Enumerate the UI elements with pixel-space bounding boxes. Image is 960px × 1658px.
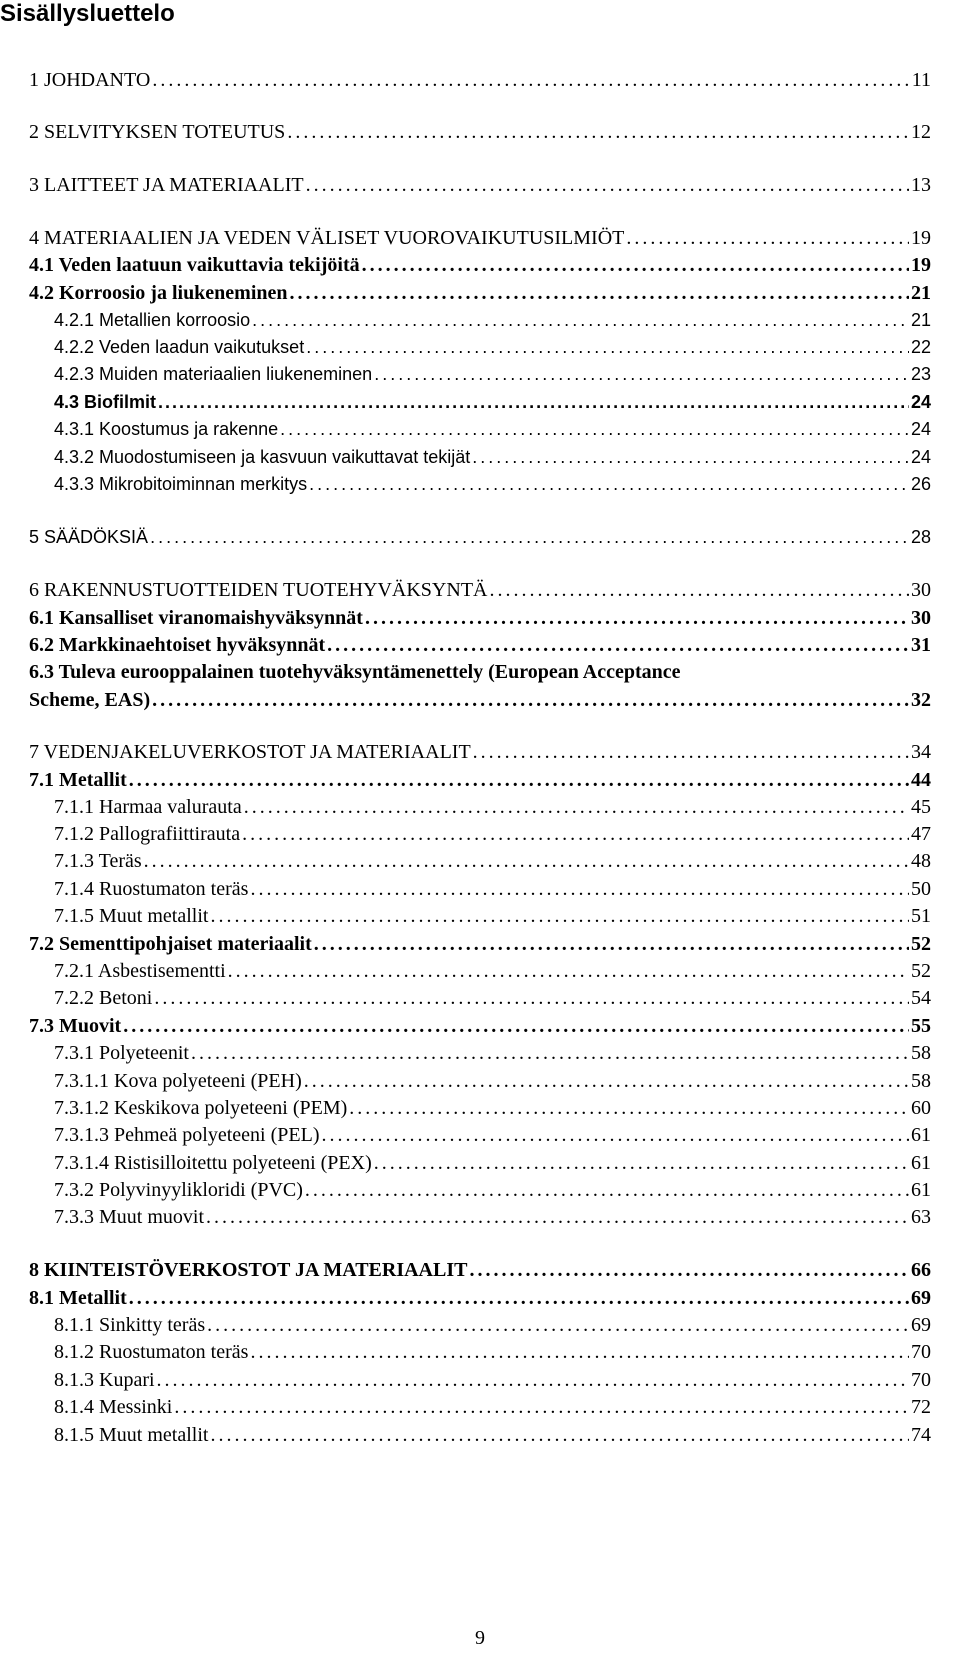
toc-entry-page: 63 — [911, 1206, 931, 1228]
toc-entry — [29, 688, 931, 712]
toc-entry-label: 1 JOHDANTO — [29, 69, 151, 91]
toc-entry-label: 6.1 Kansalliset viranomaishyväksynnät — [29, 607, 363, 629]
toc-entry — [54, 1423, 931, 1447]
toc-entry-label: 4.2.1 Metallien korroosio — [54, 310, 251, 330]
toc-entry-label: 7.3.1 Polyeteenit — [54, 1042, 189, 1064]
toc-entry-page: 21 — [910, 310, 931, 330]
toc-entry-page: 31 — [911, 634, 931, 656]
toc-entry — [29, 1286, 931, 1310]
toc-entry — [54, 1313, 931, 1337]
toc-entry — [29, 740, 931, 764]
toc-entry-label: 8.1.4 Messinki — [54, 1396, 173, 1418]
toc-entry — [54, 445, 931, 469]
toc-entry-page: 30 — [911, 579, 931, 601]
toc-entry — [29, 281, 931, 305]
toc-entry — [29, 226, 931, 250]
toc-entry — [29, 633, 931, 657]
toc-entry-page: 24 — [910, 392, 931, 412]
toc-entry-label: 4.3 Biofilmit — [54, 392, 157, 412]
toc-entry-page: 19 — [911, 254, 931, 276]
page-title: Sisällysluettelo — [0, 0, 175, 27]
toc-entry-label: 8.1.5 Muut metallit — [54, 1424, 209, 1446]
toc-entry-page: 44 — [911, 769, 931, 791]
toc-entry-page: 28 — [910, 527, 931, 547]
toc-entry — [54, 390, 931, 414]
toc-entry — [54, 362, 931, 386]
toc-entry-label: 7.3.1.4 Ristisilloitettu polyeteeni (PEX) — [54, 1152, 372, 1174]
toc-entry-page: 47 — [911, 823, 931, 845]
toc-entry — [54, 1041, 931, 1065]
toc-entry — [29, 1014, 931, 1038]
toc-entry-page: 48 — [911, 850, 931, 872]
toc-entry — [54, 308, 931, 332]
toc-entry — [54, 1205, 931, 1229]
toc-entry — [54, 1123, 931, 1147]
toc-entry — [54, 1395, 931, 1419]
toc-entry-label: 4 MATERIAALIEN JA VEDEN VÄLISET VUOROVAIKUTUSILMIÖT — [29, 227, 625, 249]
toc-entry — [54, 986, 931, 1010]
toc-entry — [54, 1178, 931, 1202]
toc-entry — [54, 795, 931, 819]
toc-entry-page: 66 — [911, 1259, 931, 1281]
toc-entry-page: 69 — [911, 1314, 931, 1336]
toc-entry-label: 7.1.2 Pallografiittirauta — [54, 823, 241, 845]
toc-entry-label: 4.3.1 Koostumus ja rakenne — [54, 419, 279, 439]
toc-entry — [54, 472, 931, 496]
toc-entry-page: 23 — [910, 364, 931, 384]
toc-entry — [54, 877, 931, 901]
toc-entry-page: 61 — [911, 1152, 931, 1174]
toc-entry — [29, 120, 931, 144]
toc-entry-label: 2 SELVITYKSEN TOTEUTUS — [29, 121, 286, 143]
toc-entry-page: 61 — [911, 1179, 931, 1201]
toc-entry-label: 7.2.2 Betoni — [54, 987, 153, 1009]
toc-entry-label: 7.2 Sementtipohjaiset materiaalit — [29, 933, 312, 955]
toc-entry — [29, 932, 931, 956]
toc-entry-label: 6 RAKENNUSTUOTTEIDEN TUOTEHYVÄKSYNTÄ — [29, 579, 488, 601]
toc-entry-page: 19 — [911, 227, 931, 249]
toc-entry-page: 58 — [911, 1070, 931, 1092]
toc-entry-label: 4.3.2 Muodostumiseen ja kasvuun vaikuttavat tekijät — [54, 447, 471, 467]
toc-entry-page: 58 — [911, 1042, 931, 1064]
toc-entry — [54, 849, 931, 873]
toc-entry — [54, 1340, 931, 1364]
toc-entry-label: Scheme, EAS) — [29, 689, 151, 711]
toc-entry-page: 26 — [910, 474, 931, 494]
toc-entry-page: 12 — [911, 121, 931, 143]
toc-entry-label: 4.2.2 Veden laadun vaikutukset — [54, 337, 305, 357]
toc-entry-page: 11 — [911, 69, 931, 91]
toc-entry-label: 4.2.3 Muiden materiaalien liukeneminen — [54, 364, 373, 384]
toc-entry-label: 7 VEDENJAKELUVERKOSTOT JA MATERIAALIT — [29, 741, 471, 763]
toc-entry — [29, 578, 931, 602]
toc-entry-label: 7.3.1.3 Pehmeä polyeteeni (PEL) — [54, 1124, 320, 1146]
toc-entry-page: 74 — [911, 1424, 931, 1446]
toc-entry — [29, 173, 931, 197]
toc-entry — [54, 335, 931, 359]
toc-entry — [29, 525, 931, 549]
toc-entry-page: 61 — [911, 1124, 931, 1146]
toc-entry-label: 6.2 Markkinaehtoiset hyväksynnät — [29, 634, 326, 656]
toc-entry-page: 50 — [911, 878, 931, 900]
toc-entry-label: 8.1.3 Kupari — [54, 1369, 155, 1391]
toc-entry-page: 52 — [911, 960, 931, 982]
toc-entry-label: 7.1.3 Teräs — [54, 850, 142, 872]
toc-entry-page: 69 — [911, 1287, 931, 1309]
toc-entry — [29, 68, 931, 92]
toc-entry-label: 7.2.1 Asbestisementti — [54, 960, 226, 982]
toc-entry-page: 51 — [911, 905, 931, 927]
toc-entry-label: 7.3.2 Polyvinyylikloridi (PVC) — [54, 1179, 303, 1201]
toc-entry-page: 60 — [911, 1097, 931, 1119]
toc-entry-label: 7.3.1.1 Kova polyeteeni (PEH) — [54, 1070, 302, 1092]
toc-entry-page: 72 — [911, 1396, 931, 1418]
toc-entry-label: 8 KIINTEISTÖVERKOSTOT JA MATERIAALIT — [29, 1259, 468, 1281]
toc-entry-label: 8.1.1 Sinkitty teräs — [54, 1314, 206, 1336]
toc-entry-label: 8.1 Metallit — [29, 1287, 127, 1309]
toc-entry-page: 52 — [911, 933, 931, 955]
toc-entry-page: 70 — [911, 1341, 931, 1363]
toc-entry-page: 30 — [911, 607, 931, 629]
toc-entry-label: 7.1 Metallit — [29, 769, 127, 791]
toc-entry-label: 3 LAITTEET JA MATERIAALIT — [29, 174, 304, 196]
toc-entry — [54, 1368, 931, 1392]
toc-entry — [54, 1096, 931, 1120]
toc-entry — [29, 253, 931, 277]
toc-entry-label: 7.1.4 Ruostumaton teräs — [54, 878, 249, 900]
toc-entry-label: 7.3 Muovit — [29, 1015, 122, 1037]
toc-entry-page: 24 — [910, 447, 931, 467]
toc-entry — [29, 768, 931, 792]
toc-entry-page: 45 — [911, 796, 931, 818]
toc-entry-label: 4.2 Korroosio ja liukeneminen — [29, 282, 288, 304]
toc-entry-page: 70 — [911, 1369, 931, 1391]
toc-entry — [54, 959, 931, 983]
toc-entry-page: 54 — [911, 987, 931, 1009]
toc-entry-label: 7.1.1 Harmaa valurauta — [54, 796, 242, 818]
toc-entry-label: 7.1.5 Muut metallit — [54, 905, 209, 927]
toc-entry-label: 8.1.2 Ruostumaton teräs — [54, 1341, 249, 1363]
toc-entry — [54, 417, 931, 441]
toc-entry — [54, 904, 931, 928]
toc-entry-label: 7.3.3 Muut muovit — [54, 1206, 205, 1228]
toc-entry-first-line: 6.3 Tuleva eurooppalainen tuotehyväksyntämenettely (European Acceptance — [29, 661, 681, 683]
toc-entry — [29, 606, 931, 630]
toc-entry-label: 4.3.3 Mikrobitoiminnan merkitys — [54, 474, 308, 494]
toc-entry-page: 34 — [911, 741, 931, 763]
toc-entry-page: 55 — [911, 1015, 931, 1037]
toc-entry — [29, 1258, 931, 1282]
toc-entry — [54, 822, 931, 846]
toc-entry — [54, 1151, 931, 1175]
toc-entry-page: 24 — [910, 419, 931, 439]
toc-entry-page: 32 — [911, 689, 931, 711]
toc-entry-label: 4.1 Veden laatuun vaikuttavia tekijöitä — [29, 254, 360, 276]
toc-entry-page: 21 — [911, 282, 931, 304]
toc-entry-label: 5 SÄÄDÖKSIÄ — [29, 527, 149, 547]
toc-entry-page: 22 — [910, 337, 931, 357]
page-number: 9 — [475, 1627, 485, 1649]
toc-entry-label: 7.3.1.2 Keskikova polyeteeni (PEM) — [54, 1097, 348, 1119]
toc-entry-page: 13 — [911, 174, 931, 196]
toc-entry — [54, 1069, 931, 1093]
